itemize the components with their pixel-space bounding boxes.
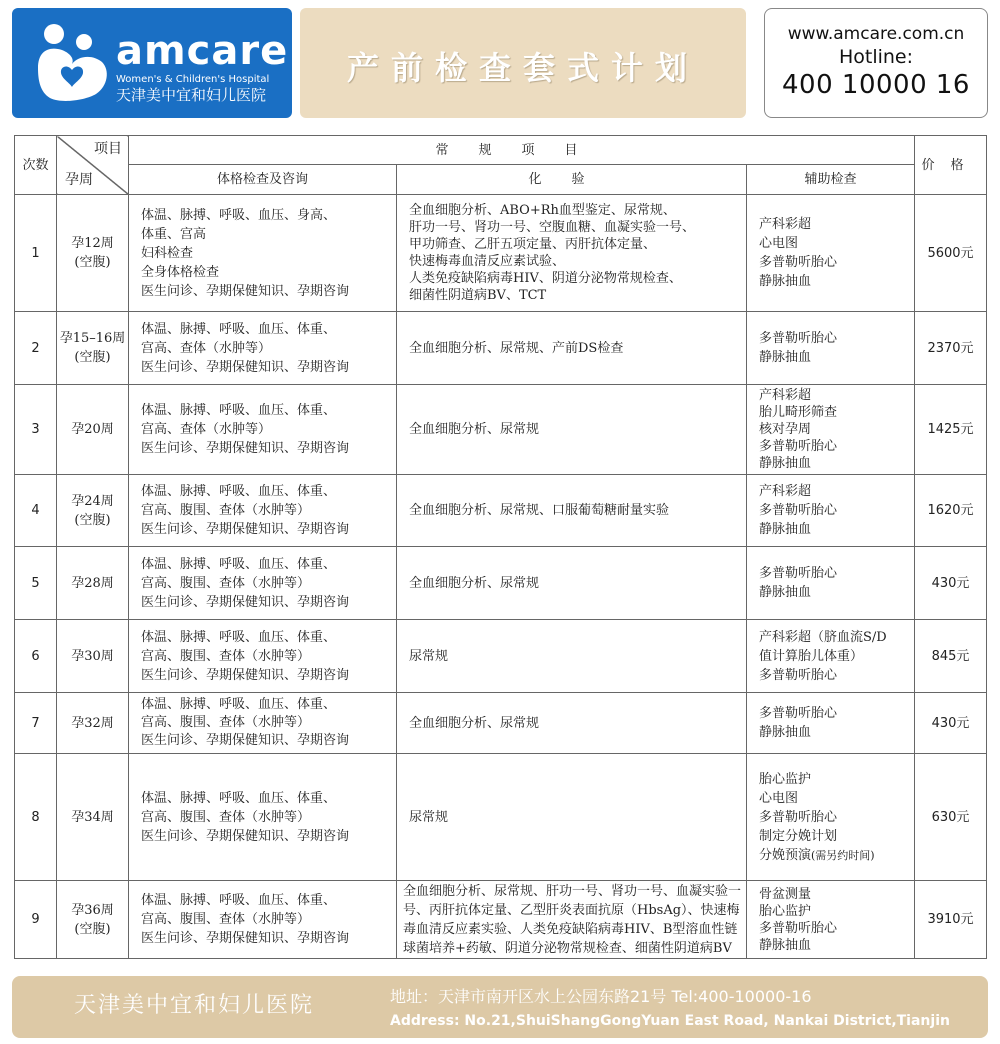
row-week <box>57 547 129 620</box>
physical-line: 宫高、腹围、查体（水肿等） <box>141 503 311 518</box>
row-price: 845元 <box>915 620 987 693</box>
auxiliary-line: 多普勒听胎心 <box>759 920 838 936</box>
row-physical <box>129 312 397 385</box>
auxiliary-line: 静脉抽血 <box>759 585 812 600</box>
table-row <box>15 195 987 312</box>
row-price: 2370元 <box>915 312 987 385</box>
physical-line: 医生问诊、孕期保健知识、孕期咨询 <box>141 594 350 610</box>
lab-line: 全血细胞分析、ABO+Rh血型鉴定、尿常规、 <box>409 203 676 218</box>
row-physical <box>129 620 397 693</box>
physical-line: 宫高、腹围、查体（水肿等） <box>141 648 311 664</box>
week-line: (空腹) <box>74 512 111 528</box>
auxiliary-extra: 分娩预演 <box>759 847 812 863</box>
row-week <box>57 693 129 754</box>
header-index: 次数 <box>15 136 57 195</box>
row-auxiliary <box>747 547 915 620</box>
week-line: (空腹) <box>74 255 111 270</box>
auxiliary-line: 多普勒听胎心 <box>759 667 838 683</box>
physical-line: 医生问诊、孕期保健知识、孕期咨询 <box>141 667 350 683</box>
auxiliary-line: 多普勒听胎心 <box>759 255 838 270</box>
week-line: (空腹) <box>74 921 111 937</box>
row-physical <box>129 475 397 547</box>
footer-bar <box>12 976 988 1038</box>
row-week <box>57 881 129 959</box>
table-row <box>15 385 987 475</box>
auxiliary-line: 产科彩超（脐血流S/D <box>759 629 887 645</box>
title-banner <box>300 8 746 118</box>
lab-line: 全血细胞分析、尿常规 <box>409 715 540 731</box>
lab-line: 肝功一号、肾功一号、空腹血糖、血凝实验一号、 <box>409 220 696 235</box>
physical-line: 体温、脉搏、呼吸、血压、体重、 <box>141 484 337 499</box>
auxiliary-line-with-note <box>759 846 908 865</box>
row-lab <box>397 195 747 312</box>
logo-text <box>116 30 288 104</box>
table-row <box>15 754 987 881</box>
header-price: 价格 <box>915 136 987 195</box>
physical-line: 医生问诊、孕期保健知识、孕期咨询 <box>141 283 350 299</box>
physical-line: 体温、脉搏、呼吸、血压、体重、 <box>141 893 337 908</box>
auxiliary-line: 多普勒听胎心 <box>759 331 838 346</box>
auxiliary-line: 静脉抽血 <box>759 274 812 289</box>
header-week-label: 孕周 <box>65 172 93 188</box>
week-line: 孕34周 <box>71 809 114 825</box>
auxiliary-line: 多普勒听胎心 <box>759 503 838 518</box>
row-auxiliary <box>747 475 915 547</box>
hotline-label: Hotline: <box>838 46 914 68</box>
physical-line: 医生问诊、孕期保健知识、孕期咨询 <box>141 522 350 537</box>
table-row <box>15 620 987 693</box>
lab-line: 全血细胞分析、尿常规 <box>409 575 540 591</box>
physical-line: 宫高、腹围、查体（水肿等） <box>141 809 311 825</box>
row-lab <box>397 312 747 385</box>
lab-line: 全血细胞分析、尿常规、肝功一号、肾功一号、血凝实验一 <box>403 883 742 899</box>
table-row <box>15 881 987 959</box>
physical-line: 医生问诊、孕期保健知识、孕期咨询 <box>141 441 350 456</box>
week-line: 孕12周 <box>71 236 114 251</box>
row-lab <box>397 620 747 693</box>
row-index: 5 <box>15 547 57 620</box>
row-week <box>57 385 129 475</box>
physical-line: 宫高、腹围、查体（水肿等） <box>141 575 311 591</box>
row-price: 3910元 <box>915 881 987 959</box>
row-auxiliary <box>747 754 915 881</box>
auxiliary-line: 产科彩超 <box>759 217 812 232</box>
auxiliary-line: 多普勒听胎心 <box>759 706 838 721</box>
auxiliary-line: 骨盆测量 <box>759 886 812 902</box>
auxiliary-line: 静脉抽血 <box>759 350 812 365</box>
row-index: 1 <box>15 195 57 312</box>
table-row <box>15 693 987 754</box>
lab-line: 尿常规 <box>409 809 449 825</box>
row-price: 1425元 <box>915 385 987 475</box>
lab-line: 细菌性阴道病BV、TCT <box>409 288 547 303</box>
row-physical <box>129 195 397 312</box>
lab-line: 人类免疫缺陷病毒HIV、阴道分泌物常规检查、 <box>409 271 682 286</box>
row-lab <box>397 881 747 959</box>
row-lab <box>397 475 747 547</box>
contact-panel <box>764 8 988 118</box>
physical-line: 体温、脉搏、呼吸、血压、体重、 <box>141 697 337 712</box>
row-index: 9 <box>15 881 57 959</box>
auxiliary-line: 静脉抽血 <box>759 725 812 740</box>
auxiliary-line: 心电图 <box>759 236 799 251</box>
physical-line: 体温、脉搏、呼吸、血压、体重、 <box>141 556 337 572</box>
week-line: 孕30周 <box>71 648 114 664</box>
week-line: 孕32周 <box>71 715 114 731</box>
header-auxiliary: 辅助检查 <box>747 165 915 195</box>
auxiliary-line: 产科彩超 <box>759 388 812 403</box>
header-lab: 化验 <box>397 165 747 195</box>
row-week <box>57 754 129 881</box>
lab-line: 球菌培养+药敏、阴道分泌物常规检查、细菌性阴道病BV <box>403 940 732 956</box>
row-price: 430元 <box>915 693 987 754</box>
physical-line: 医生问诊、孕期保健知识、孕期咨询 <box>141 733 350 748</box>
physical-line: 体温、脉搏、呼吸、血压、体重、 <box>141 321 337 337</box>
auxiliary-line: 静脉抽血 <box>759 456 812 471</box>
row-auxiliary <box>747 620 915 693</box>
footer-address-cn: 地址：天津市南开区水上公园东路21号 Tel:400-10000-16 <box>390 987 812 1006</box>
week-line: 孕28周 <box>71 575 114 591</box>
auxiliary-line: 值计算胎儿体重） <box>759 648 864 664</box>
row-price: 5600元 <box>915 195 987 312</box>
logo-subtitle: Women's & Children's Hospital <box>116 74 270 85</box>
auxiliary-line: 胎心监护 <box>759 771 812 787</box>
row-auxiliary <box>747 385 915 475</box>
auxiliary-line: 多普勒听胎心 <box>759 809 838 825</box>
footer-address-en: Address: No.21,ShuiShangGongYuan East Road, Nankai District,Tianjin <box>390 1013 950 1029</box>
week-line: 孕36周 <box>71 902 114 918</box>
physical-line: 宫高、查体（水肿等） <box>141 422 272 437</box>
header-item-label: 项目 <box>94 141 122 157</box>
auxiliary-line: 心电图 <box>759 790 799 806</box>
logo-chinese-name: 天津美中宜和妇儿医院 <box>116 86 267 104</box>
row-lab <box>397 693 747 754</box>
row-week <box>57 312 129 385</box>
auxiliary-line: 核对孕周 <box>759 422 812 437</box>
lab-line: 甲功筛查、乙肝五项定量、丙肝抗体定量、 <box>409 237 657 252</box>
hospital-logo <box>12 8 292 118</box>
row-lab <box>397 385 747 475</box>
page-title: 产前检查套式计划 <box>346 49 699 87</box>
table-row <box>15 475 987 547</box>
physical-line: 宫高、查体（水肿等） <box>141 340 272 356</box>
header-routine-group: 常规项目 <box>129 136 915 165</box>
auxiliary-line: 产科彩超 <box>759 484 812 499</box>
row-week <box>57 620 129 693</box>
auxiliary-line: 制定分娩计划 <box>759 828 838 844</box>
auxiliary-line: 多普勒听胎心 <box>759 566 838 581</box>
lab-line: 全血细胞分析、尿常规 <box>409 422 540 437</box>
physical-line: 宫高、腹围、查体（水肿等） <box>141 715 311 730</box>
auxiliary-line: 胎儿畸形筛查 <box>759 405 838 420</box>
row-physical <box>129 754 397 881</box>
row-auxiliary <box>747 312 915 385</box>
header-physical: 体格检查及咨询 <box>129 165 397 195</box>
table-row <box>15 312 987 385</box>
row-lab <box>397 754 747 881</box>
row-physical <box>129 881 397 959</box>
row-index: 7 <box>15 693 57 754</box>
physical-line: 全身体格检查 <box>141 264 220 280</box>
header-diagonal <box>57 136 129 195</box>
row-price: 430元 <box>915 547 987 620</box>
auxiliary-note: (需另约时间) <box>811 848 875 862</box>
row-index: 8 <box>15 754 57 881</box>
row-index: 2 <box>15 312 57 385</box>
physical-line: 妇科检查 <box>141 245 194 261</box>
physical-line: 体温、脉搏、呼吸、血压、体重、 <box>141 629 337 645</box>
row-index: 3 <box>15 385 57 475</box>
hotline-number: 400 10000 16 <box>782 70 970 100</box>
row-index: 6 <box>15 620 57 693</box>
physical-line: 体温、脉搏、呼吸、血压、体重、 <box>141 403 337 418</box>
auxiliary-line: 胎心监护 <box>759 903 812 919</box>
physical-line: 医生问诊、孕期保健知识、孕期咨询 <box>141 359 350 375</box>
auxiliary-line: 多普勒听胎心 <box>759 439 838 454</box>
website-text: www.amcare.com.cn <box>787 24 965 44</box>
logo-brand: amcare <box>116 28 289 74</box>
auxiliary-line: 静脉抽血 <box>759 937 812 953</box>
row-lab <box>397 547 747 620</box>
lab-line: 全血细胞分析、尿常规、产前DS检查 <box>409 340 624 356</box>
lab-line: 号、丙肝抗体定量、乙型肝炎表面抗原（HbsAg）、快速梅 <box>403 902 740 918</box>
row-price: 1620元 <box>915 475 987 547</box>
week-line: 孕24周 <box>71 493 114 509</box>
row-auxiliary <box>747 881 915 959</box>
physical-line: 医生问诊、孕期保健知识、孕期咨询 <box>141 931 350 946</box>
lab-line: 全血细胞分析、尿常规、口服葡萄糖耐量实验 <box>409 503 670 518</box>
physical-line: 体温、脉搏、呼吸、血压、体重、 <box>141 790 337 806</box>
mother-child-heart-icon <box>32 20 112 106</box>
week-line: 孕15–16周 <box>59 331 126 346</box>
row-price: 630元 <box>915 754 987 881</box>
row-physical <box>129 547 397 620</box>
row-physical <box>129 693 397 754</box>
row-auxiliary <box>747 195 915 312</box>
row-index: 4 <box>15 475 57 547</box>
footer-hospital-name: 天津美中宜和妇儿医院 <box>74 993 315 1018</box>
physical-line: 体温、脉搏、呼吸、血压、身高、 <box>141 207 337 223</box>
physical-line: 医生问诊、孕期保健知识、孕期咨询 <box>141 828 350 844</box>
physical-line: 体重、宫高 <box>141 226 207 242</box>
lab-line: 快速梅毒血清反应素试验、 <box>409 254 566 269</box>
row-week <box>57 475 129 547</box>
lab-line: 毒血清反应素实验、人类免疫缺陷病毒HIV、B型溶血性链 <box>403 921 738 937</box>
row-auxiliary <box>747 693 915 754</box>
week-line: (空腹) <box>74 350 111 365</box>
physical-line: 宫高、腹围、查体（水肿等） <box>141 912 311 927</box>
lab-line: 尿常规 <box>409 648 449 664</box>
week-line: 孕20周 <box>71 422 114 437</box>
table-row <box>15 547 987 620</box>
auxiliary-line: 静脉抽血 <box>759 522 812 537</box>
row-week <box>57 195 129 312</box>
row-physical <box>129 385 397 475</box>
prenatal-plan-table <box>14 135 987 959</box>
